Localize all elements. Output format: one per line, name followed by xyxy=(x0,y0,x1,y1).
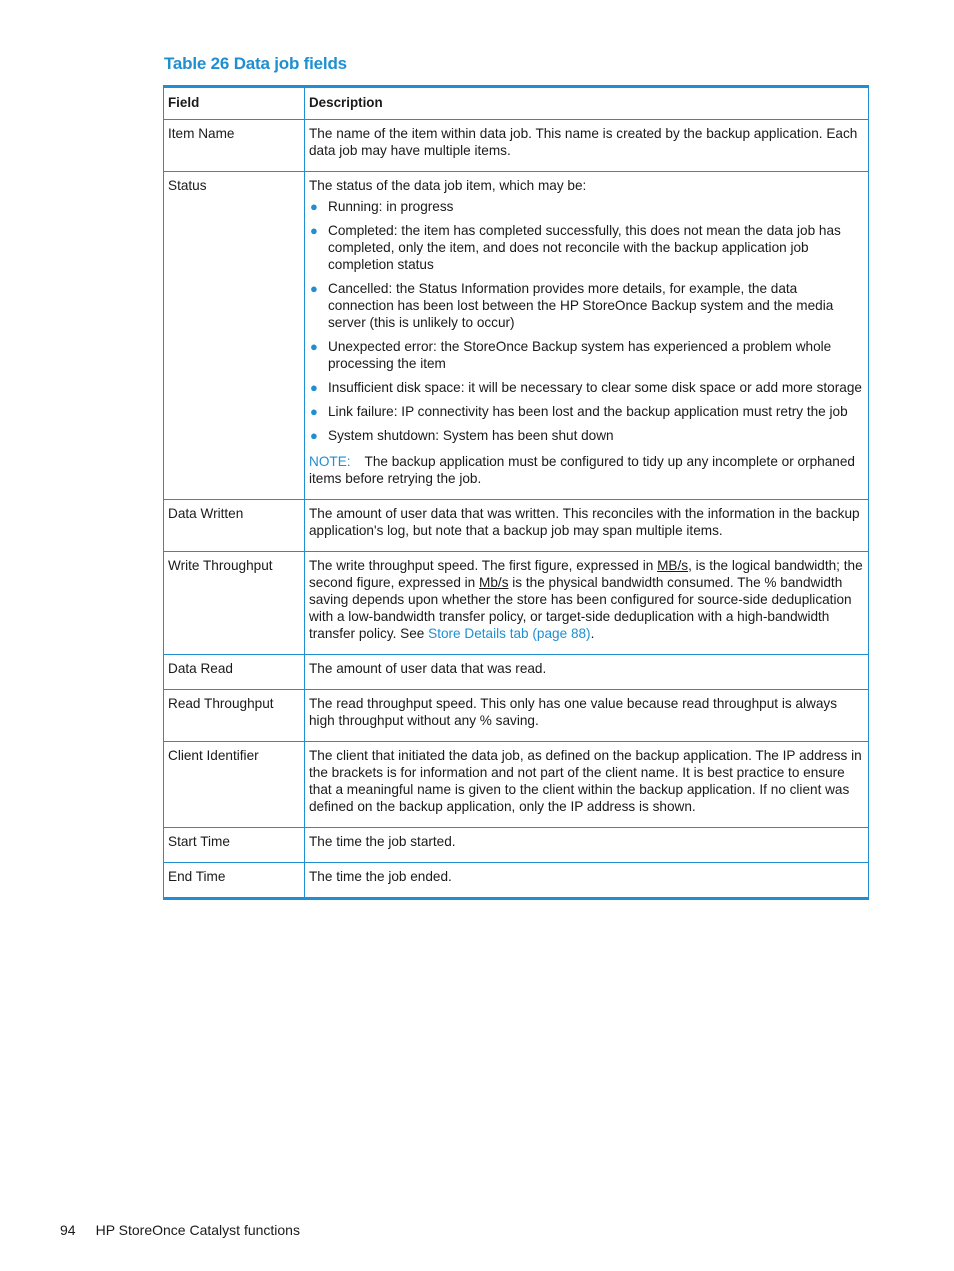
note-text: The backup application must be configured to tidy up any incomplete or orphaned items before retrying the job. xyxy=(309,454,855,486)
footer-section-title: HP StoreOnce Catalyst functions xyxy=(95,1222,300,1238)
list-item-text: Cancelled: the Status Information provides more details, for example, the data connection has been lost between the HP StoreOnce Backup system and the media server (this is unlikely to occur) xyxy=(328,281,834,330)
list-item xyxy=(309,280,864,331)
note xyxy=(309,453,864,487)
list-item-text: Running: in progress xyxy=(328,199,454,214)
text-fragment: . xyxy=(590,626,595,641)
bullet-icon: ● xyxy=(310,428,318,443)
header-description: Description xyxy=(305,87,869,120)
text-fragment: The write throughput speed. The first figure, expressed in xyxy=(309,558,658,573)
unit-mbytes: MB/s xyxy=(657,558,689,573)
description-cell: The client that initiated the data job, as defined on the backup application. The IP address in the brackets is for information and not part of the client name. It is best practice to ensure that a meaningful name is given to the client within the backup application. If no client was defined on the backup application, only the IP address is shown. xyxy=(305,742,869,828)
note-label: NOTE: xyxy=(309,454,351,469)
field-cell: Status xyxy=(164,172,305,500)
bullet-icon: ● xyxy=(310,199,318,214)
description-cell: The amount of user data that was read. xyxy=(305,655,869,690)
page-footer xyxy=(60,1222,300,1238)
table-row xyxy=(164,500,869,552)
field-cell: End Time xyxy=(164,863,305,899)
description-cell xyxy=(305,552,869,655)
list-item xyxy=(309,222,864,273)
list-item xyxy=(309,198,864,215)
unit-mbits: Mb/s xyxy=(479,575,509,590)
list-item xyxy=(309,338,864,372)
description-cell: The time the job started. xyxy=(305,828,869,863)
bullet-icon: ● xyxy=(310,281,318,296)
bullet-icon: ● xyxy=(310,380,318,395)
list-item-text: Unexpected error: the StoreOnce Backup system has experienced a problem whole processing the item xyxy=(328,339,832,371)
list-item-text: Completed: the item has completed successfully, this does not mean the data job has completed, only the item, and does not reconcile with the backup application job completion status xyxy=(328,223,841,272)
list-item xyxy=(309,427,864,444)
field-cell: Start Time xyxy=(164,828,305,863)
page-number: 94 xyxy=(60,1222,76,1238)
list-item xyxy=(309,379,864,396)
list-item-text: System shutdown: System has been shut down xyxy=(328,428,614,443)
field-cell: Read Throughput xyxy=(164,690,305,742)
table-row xyxy=(164,742,869,828)
field-cell: Item Name xyxy=(164,120,305,172)
text-fragment: is the physical bandwidth consumed. The % bandwidth saving depends upon whether the store has been configured for source-side deduplication with a low-bandwidth transfer policy, or target-side deduplication with a high-bandwidth transfer policy. See xyxy=(309,575,852,641)
status-list xyxy=(309,198,864,444)
description-cell: The amount of user data that was written. This reconciles with the information in the backup application's log, but note that a backup job may span multiple items. xyxy=(305,500,869,552)
bullet-icon: ● xyxy=(310,404,318,419)
table-row xyxy=(164,863,869,899)
list-item-text: Insufficient disk space: it will be necessary to clear some disk space or add more storage xyxy=(328,380,862,395)
table-row xyxy=(164,690,869,742)
table-row xyxy=(164,655,869,690)
table-row xyxy=(164,172,869,500)
table-header-row xyxy=(164,87,869,120)
field-cell: Client Identifier xyxy=(164,742,305,828)
store-details-link[interactable]: Store Details tab (page 88) xyxy=(428,626,591,641)
description-cell: The name of the item within data job. This name is created by the backup application. Each data job may have multiple items. xyxy=(305,120,869,172)
description-cell: The read throughput speed. This only has one value because read throughput is always high throughput without any % saving. xyxy=(305,690,869,742)
description-cell xyxy=(305,172,869,500)
field-cell: Data Written xyxy=(164,500,305,552)
header-field: Field xyxy=(164,87,305,120)
field-cell: Write Throughput xyxy=(164,552,305,655)
table-row xyxy=(164,552,869,655)
table-row xyxy=(164,828,869,863)
field-cell: Data Read xyxy=(164,655,305,690)
bullet-icon: ● xyxy=(310,223,318,238)
bullet-icon: ● xyxy=(310,339,318,354)
text-fragment: , is the logical bandwidth; the second figure, expressed in xyxy=(309,558,863,590)
table-row xyxy=(164,120,869,172)
description-cell: The time the job ended. xyxy=(305,863,869,899)
data-job-fields-table xyxy=(163,85,869,900)
list-item xyxy=(309,403,864,420)
status-intro: The status of the data job item, which may be: xyxy=(309,178,587,193)
list-item-text: Link failure: IP connectivity has been lost and the backup application must retry the job xyxy=(328,404,848,419)
table-title: Table 26 Data job fields xyxy=(164,54,347,73)
